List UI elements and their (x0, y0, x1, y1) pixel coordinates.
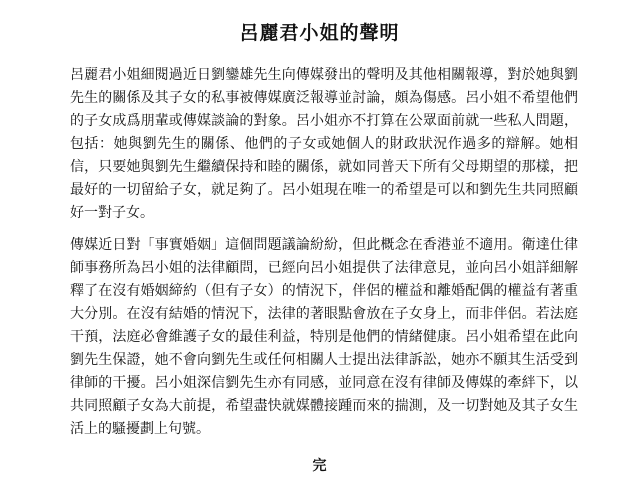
paragraph-2: 傳媒近日對「事實婚姻」這個問題議論紛紛，但此概念在香港並不適用。衛達仕律師事務所為呂小姐的法律顧問，已經向呂小姐提供了法律意見，並向呂小姐詳細解釋了在沒有婚姻締約（但有子女）的情況下，伴侶的權益和離婚配偶的權益有著重大分別。在沒有結婚的情況下，法律的著眼點會放在子女身上，而非伴侶。若法庭干預，法庭必會維護子女的最佳利益，特別是他們的情緒健康。呂小姐希望在此向劉先生保證，她不會向劉先生或任何相關人士提出法律訴訟，她亦不願其生活受到律師的干擾。呂小姐深信劉先生亦有同感，並同意在沒有律師及傳媒的牽絆下，以共同照顧子女為大前提，希望盡快就媒體接踵而來的揣測，及一切對她及其子女生活上的騷擾劃上句號。 (70, 237, 578, 437)
end-mark: 完 (312, 458, 327, 474)
document-title: 呂麗君小姐的聲明 (239, 22, 400, 44)
paragraph-1: 呂麗君小姐細閱過近日劉鑾雄先生向傳媒發出的聲明及其他相關報導，對於她與劉先生的關係及其子女的私事被傳媒廣泛報導並討論，頗為傷感。呂小姐不希望他們的子女成爲朋輩或傳媒談論的對象。呂小姐亦不打算在公眾面前就一些私人問題，包括：她與劉先生的關係、他們的子女或她個人的財政狀況作過多的辯解。她相信，只要她與劉先生繼續保持和睦的關係，就如同普天下所有父母期望的那樣，把最好的一切留給子女，就足夠了。呂小姐現在唯一的希望是可以和劉先生共同照顧好一對子女。 (70, 67, 578, 221)
